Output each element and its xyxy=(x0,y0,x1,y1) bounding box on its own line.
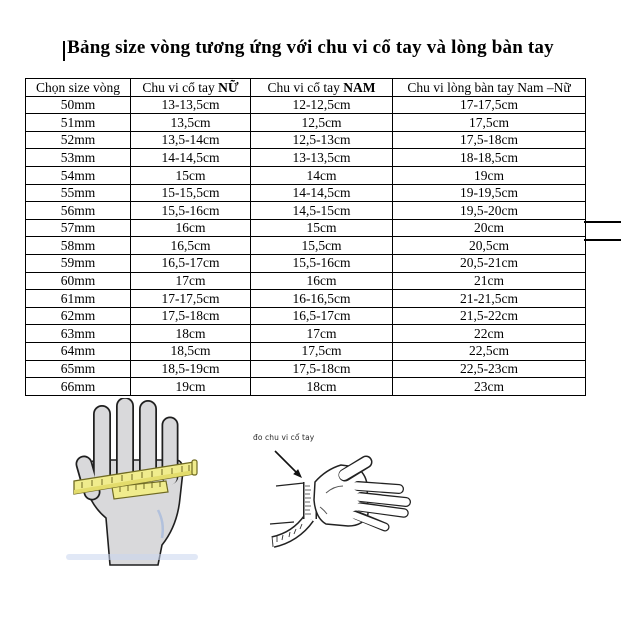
table-cell: 65mm xyxy=(26,360,131,378)
table-row xyxy=(26,131,586,149)
table-row xyxy=(26,307,586,325)
side-hand-icon xyxy=(314,462,406,527)
table-cell: 15cm xyxy=(251,219,393,237)
table-cell: 64mm xyxy=(26,342,131,360)
table-cell: 21cm xyxy=(393,272,586,290)
table-cell: 15-15,5cm xyxy=(131,184,251,202)
table-cell: 15,5cm xyxy=(251,237,393,255)
table-cell: 16,5cm xyxy=(131,237,251,255)
header-text: Chu vi cổ tay xyxy=(142,79,219,95)
table-cell: 56mm xyxy=(26,202,131,220)
table-cell: 22,5cm xyxy=(393,342,586,360)
table-cell: 13-13,5cm xyxy=(251,149,393,167)
forearm-lines-icon xyxy=(270,483,304,524)
table-cell: 13,5-14cm xyxy=(131,131,251,149)
table-cell: 15,5-16cm xyxy=(251,254,393,272)
wrist-tape-icon xyxy=(305,482,311,519)
table-cell: 16cm xyxy=(251,272,393,290)
table-row xyxy=(26,202,586,220)
table-cell: 54mm xyxy=(26,166,131,184)
table-cell: 19-19,5cm xyxy=(393,184,586,202)
table-cell: 18cm xyxy=(131,325,251,343)
table-row xyxy=(26,360,586,378)
table-row xyxy=(26,219,586,237)
highlight-strip-icon xyxy=(66,554,198,560)
table-cell: 58mm xyxy=(26,237,131,255)
header-cell-wrist-women xyxy=(131,79,251,97)
wrist-measure-label: đo chu vi cổ tay xyxy=(253,433,315,442)
table-cell: 62mm xyxy=(26,307,131,325)
table-row xyxy=(26,166,586,184)
table-cell: 21,5-22cm xyxy=(393,307,586,325)
table-row xyxy=(26,254,586,272)
table-cell: 18,5cm xyxy=(131,342,251,360)
table-cell: 17cm xyxy=(251,325,393,343)
table-cell: 15,5-16cm xyxy=(131,202,251,220)
table-cell: 55mm xyxy=(26,184,131,202)
table-row xyxy=(26,272,586,290)
size-table-header xyxy=(26,79,586,97)
table-cell: 52mm xyxy=(26,131,131,149)
header-text: Chu vi cổ tay xyxy=(267,79,344,95)
table-cell: 60mm xyxy=(26,272,131,290)
table-cell: 22,5-23cm xyxy=(393,360,586,378)
table-cell: 57mm xyxy=(26,219,131,237)
table-row xyxy=(26,96,586,114)
table-cell: 59mm xyxy=(26,254,131,272)
table-cell: 17,5-18cm xyxy=(131,307,251,325)
table-cell: 53mm xyxy=(26,149,131,167)
wrist-measure-illustration xyxy=(230,420,450,550)
header-cell-wrist-men xyxy=(251,79,393,97)
header-bold-text: NAM xyxy=(343,79,376,95)
table-cell: 14cm xyxy=(251,166,393,184)
table-cell: 18-18,5cm xyxy=(393,149,586,167)
table-row xyxy=(26,184,586,202)
table-cell: 12,5cm xyxy=(251,114,393,132)
table-cell: 19,5-20cm xyxy=(393,202,586,220)
table-cell: 19cm xyxy=(131,378,251,396)
table-cell: 18,5-19cm xyxy=(131,360,251,378)
table-cell: 13,5cm xyxy=(131,114,251,132)
table-cell: 13-13,5cm xyxy=(131,96,251,114)
table-cell: 17-17,5cm xyxy=(131,290,251,308)
table-cell: 22cm xyxy=(393,325,586,343)
table-row xyxy=(26,290,586,308)
table-cell: 20,5cm xyxy=(393,237,586,255)
table-cell: 23cm xyxy=(393,378,586,396)
table-cell: 16cm xyxy=(131,219,251,237)
table-cell: 12,5-13cm xyxy=(251,131,393,149)
table-cell: 63mm xyxy=(26,325,131,343)
table-cell: 14-14,5cm xyxy=(131,149,251,167)
table-cell: 17,5cm xyxy=(393,114,586,132)
header-row xyxy=(26,79,586,97)
table-cell: 61mm xyxy=(26,290,131,308)
header-text: Chọn size vòng xyxy=(36,79,120,95)
table-cell: 20cm xyxy=(393,219,586,237)
table-cell: 20,5-21cm xyxy=(393,254,586,272)
table-cell: 17cm xyxy=(131,272,251,290)
size-table-body xyxy=(26,96,586,395)
table-cell: 21-21,5cm xyxy=(393,290,586,308)
table-cell: 17,5-18cm xyxy=(393,131,586,149)
table-cell: 51mm xyxy=(26,114,131,132)
table-cell: 17,5-18cm xyxy=(251,360,393,378)
table-row xyxy=(26,378,586,396)
row-extension-line-top xyxy=(584,221,621,223)
table-row xyxy=(26,149,586,167)
table-cell: 12-12,5cm xyxy=(251,96,393,114)
table-row xyxy=(26,237,586,255)
table-cell: 18cm xyxy=(251,378,393,396)
header-cell-palm xyxy=(393,79,586,97)
table-cell: 16-16,5cm xyxy=(251,290,393,308)
table-cell: 14,5-15cm xyxy=(251,202,393,220)
table-row xyxy=(26,325,586,343)
row-extension-line-bottom xyxy=(584,239,621,241)
table-cell: 66mm xyxy=(26,378,131,396)
table-cell: 14-14,5cm xyxy=(251,184,393,202)
size-table xyxy=(25,78,586,396)
table-cell: 17-17,5cm xyxy=(393,96,586,114)
arrow-icon xyxy=(275,451,302,478)
header-bold-text: NỮ xyxy=(218,79,239,95)
palm-measure-illustration xyxy=(58,398,210,570)
header-cell-size xyxy=(26,79,131,97)
table-row xyxy=(26,342,586,360)
table-cell: 17,5cm xyxy=(251,342,393,360)
table-cell: 15cm xyxy=(131,166,251,184)
header-text: Chu vi lòng bàn tay Nam –Nữ xyxy=(407,79,571,95)
table-row xyxy=(26,114,586,132)
page-title: Bảng size vòng tương ứng với chu vi cổ tay và lòng bàn tay xyxy=(67,37,554,58)
table-cell: 16,5-17cm xyxy=(251,307,393,325)
table-cell: 50mm xyxy=(26,96,131,114)
table-cell: 19cm xyxy=(393,166,586,184)
table-cell: 16,5-17cm xyxy=(131,254,251,272)
